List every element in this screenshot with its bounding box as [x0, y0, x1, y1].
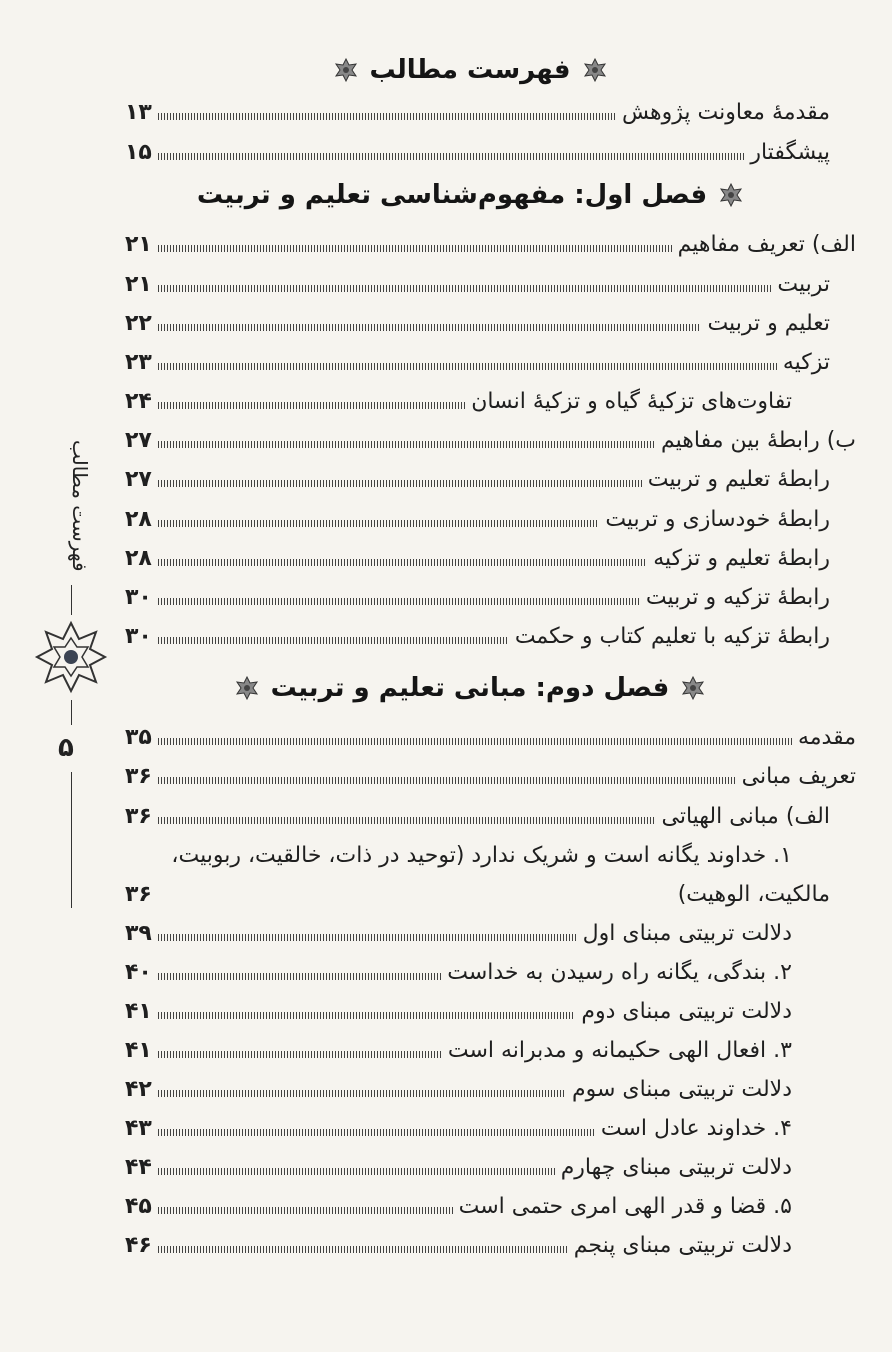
toc-entry[interactable] [125, 1106, 792, 1144]
entry-title: ۳. افعال الهی حکیمانه و مدبرانه است [447, 1038, 792, 1063]
entry-page: ۳۹ [125, 921, 152, 946]
entry-page: ۲۴ [125, 389, 152, 414]
entry-page: ۲۳ [125, 350, 152, 375]
toc-entry[interactable] [125, 379, 792, 417]
toc-entry[interactable] [125, 1028, 792, 1066]
leader-dots [158, 934, 577, 941]
rosette-ornament-icon [583, 58, 607, 82]
side-rule [71, 700, 72, 725]
leader-dots [158, 1012, 575, 1019]
entry-page: ۴۱ [125, 1038, 152, 1063]
toc-entry[interactable] [125, 536, 830, 574]
entry-page: ۲۲ [125, 311, 152, 336]
entry-page: ۴۵ [125, 1194, 152, 1219]
entry-page: ۴۲ [125, 1077, 152, 1102]
leader-dots [158, 637, 509, 644]
entry-title: رابطهٔ تعلیم و تزکیه [653, 546, 830, 571]
entry-page: ۱۳ [125, 100, 152, 125]
leader-dots [158, 1246, 568, 1253]
entry-title: تعلیم و تربیت [707, 311, 830, 336]
entry-title: دلالت تربیتی مبنای سوم [571, 1077, 792, 1102]
toc-entry[interactable] [125, 222, 856, 260]
entry-page: ۴۴ [125, 1155, 152, 1180]
toc-entry[interactable] [125, 418, 856, 456]
leader-dots [158, 777, 736, 784]
leader-dots [158, 1129, 595, 1136]
rosette-ornament-icon [719, 183, 743, 207]
entry-page: ۴۶ [125, 1233, 152, 1258]
toc-entry[interactable] [125, 872, 830, 910]
leader-dots [158, 1168, 555, 1175]
toc-entry[interactable] [125, 497, 830, 535]
leader-dots [158, 153, 745, 160]
entry-title: تعریف مبانی [741, 764, 856, 789]
leader-dots [158, 245, 672, 252]
toc-entry[interactable] [125, 575, 830, 613]
contents-heading [100, 50, 840, 90]
running-title: فهرست مطالب [68, 440, 92, 572]
side-rule [71, 585, 72, 615]
toc-entry[interactable] [125, 614, 830, 652]
entry-title: ۲. بندگی، یگانه راه رسیدن به خداست [447, 960, 792, 985]
entry-title: مقدمه [797, 725, 856, 750]
toc-entry[interactable] [125, 262, 830, 300]
entry-page: ۱۵ [125, 140, 152, 165]
entry-title: ۵. قضا و قدر الهی امری حتمی است [458, 1194, 792, 1219]
entry-title: رابطهٔ تعلیم و تربیت [647, 467, 830, 492]
side-rule [71, 772, 72, 908]
toc-entry[interactable] [125, 457, 830, 495]
toc-entry[interactable] [125, 340, 830, 378]
chapter2-title: فصل دوم: مبانی تعلیم و تربیت [270, 673, 670, 703]
entry-page: ۲۷ [125, 428, 152, 453]
entry-title: رابطهٔ تزکیه و تربیت [645, 585, 830, 610]
entry-page: ۳۰ [125, 624, 152, 649]
rosette-ornament-icon [681, 676, 705, 700]
star-ornament-icon [34, 620, 108, 694]
entry-page: ۴۳ [125, 1116, 152, 1141]
entry-title: پیشگفتار [750, 140, 830, 165]
entry-title: مقدمهٔ معاونت پژوهش [621, 100, 830, 125]
toc-entry[interactable] [125, 989, 792, 1027]
entry-title: ۱. خداوند یگانه است و شریک ندارد (توحید در ذات، خالقیت، ربوبیت، [171, 843, 792, 868]
entry-page: ۴۰ [125, 960, 152, 985]
leader-dots [158, 598, 640, 605]
leader-dots [158, 559, 647, 566]
toc-entry[interactable] [125, 754, 856, 792]
entry-page: ۲۱ [125, 232, 152, 257]
toc-entry-multiline[interactable] [80, 841, 792, 871]
entry-title: دلالت تربیتی مبنای دوم [581, 999, 792, 1024]
entry-page: ۳۶ [125, 882, 152, 907]
entry-page: ۳۶ [125, 804, 152, 829]
chapter1-title: فصل اول: مفهوم‌شناسی تعلیم و تربیت [196, 180, 708, 210]
entry-title: ب) رابطهٔ بین مفاهیم [661, 428, 856, 453]
entry-title: تفاوت‌های تزکیهٔ گیاه و تزکیهٔ انسان [471, 389, 792, 414]
leader-dots [158, 1207, 453, 1214]
entry-title: تربیت [777, 272, 830, 297]
toc-entry[interactable] [125, 90, 830, 128]
leader-dots [158, 363, 777, 370]
entry-page: ۳۶ [125, 764, 152, 789]
entry-page: ۲۸ [125, 507, 152, 532]
entry-page: ۲۸ [125, 546, 152, 571]
toc-entry[interactable] [125, 715, 856, 753]
rosette-ornament-icon [235, 676, 259, 700]
entry-title: ۴. خداوند عادل است [600, 1116, 792, 1141]
entry-page: ۳۰ [125, 585, 152, 610]
entry-page: ۳۵ [125, 725, 152, 750]
toc-entry[interactable] [125, 1184, 792, 1222]
chapter1-heading [100, 175, 840, 215]
entry-title: تزکیه [782, 350, 830, 375]
contents-title: فهرست مطالب [369, 55, 571, 85]
entry-page: ۴۱ [125, 999, 152, 1024]
leader-dots [158, 441, 655, 448]
toc-entry[interactable] [125, 911, 792, 949]
leader-dots [158, 285, 772, 292]
entry-title: دلالت تربیتی مبنای اول [582, 921, 792, 946]
leader-dots [158, 520, 599, 527]
entry-title: رابطهٔ خودسازی و تربیت [605, 507, 830, 532]
rosette-ornament-icon [334, 58, 358, 82]
page-number: ۵ [58, 733, 74, 763]
toc-entry[interactable] [125, 130, 830, 168]
leader-dots [158, 480, 642, 487]
leader-dots [158, 402, 465, 409]
toc-entry[interactable] [125, 1067, 792, 1105]
entry-title: دلالت تربیتی مبنای پنجم [573, 1233, 792, 1258]
chapter2-heading [100, 668, 840, 708]
entry-title: دلالت تربیتی مبنای چهارم [560, 1155, 792, 1180]
entry-title: مالکیت، الوهیت) [677, 882, 830, 907]
entry-title: الف) تعریف مفاهیم [677, 232, 856, 257]
toc-entry[interactable] [125, 1223, 792, 1261]
leader-dots [158, 324, 702, 331]
leader-dots [158, 817, 656, 824]
leader-dots [158, 113, 616, 120]
toc-entry[interactable] [125, 1145, 792, 1183]
leader-dots [158, 973, 441, 980]
entry-page: ۲۷ [125, 467, 152, 492]
entry-title: رابطهٔ تزکیه با تعلیم کتاب و حکمت [514, 624, 830, 649]
entry-page: ۲۱ [125, 272, 152, 297]
toc-entry[interactable] [125, 950, 792, 988]
leader-dots [158, 738, 792, 745]
leader-dots [158, 895, 672, 902]
toc-entry[interactable] [125, 794, 830, 832]
leader-dots [158, 1090, 566, 1097]
leader-dots [158, 1051, 442, 1058]
entry-title: الف) مبانی الهیاتی [661, 804, 830, 829]
toc-entry[interactable] [125, 301, 830, 339]
